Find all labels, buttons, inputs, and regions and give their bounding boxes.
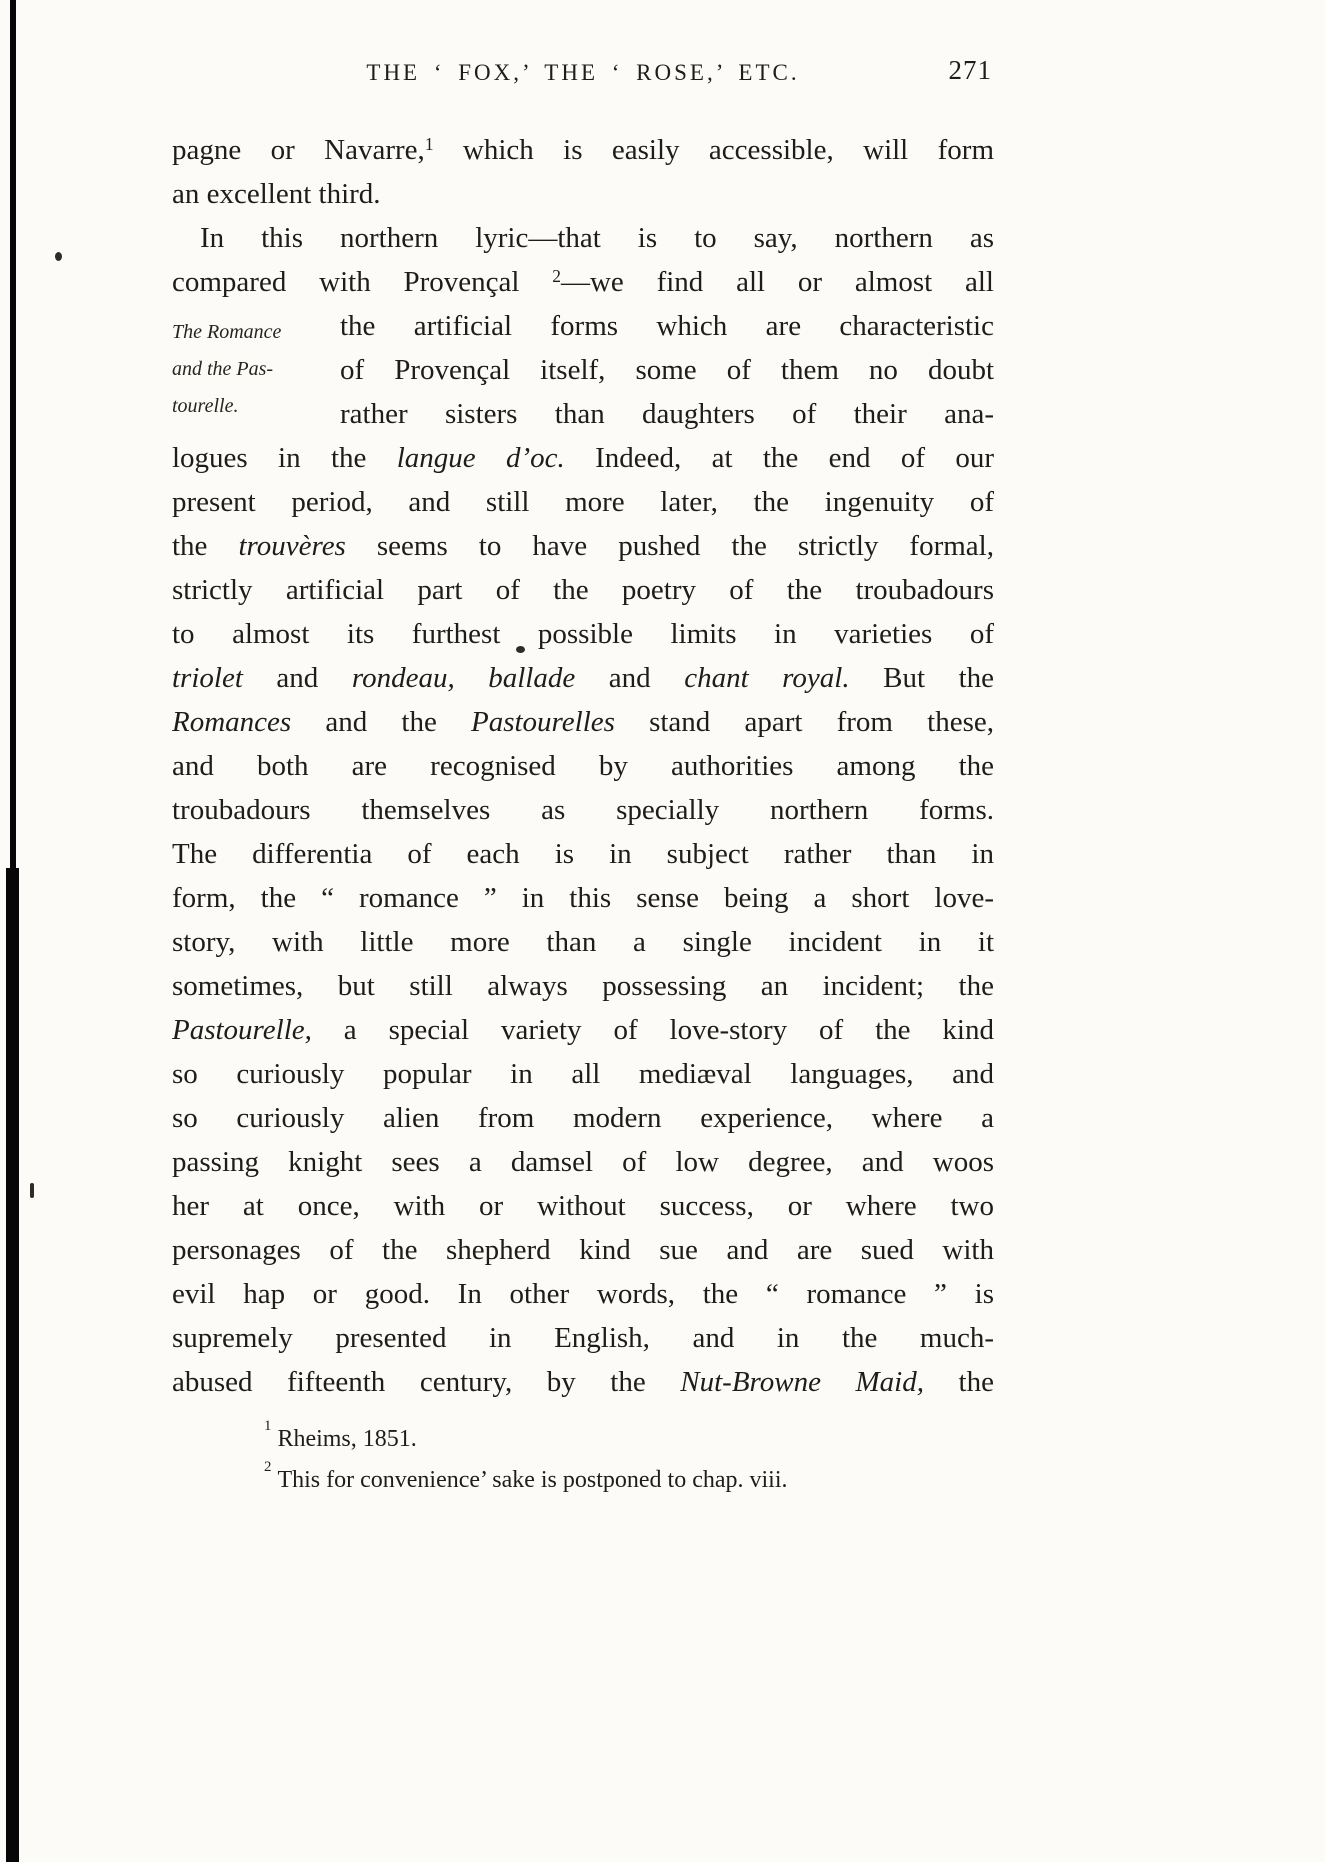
text-line	[172, 1052, 994, 1096]
sidenote-line: tourelle.	[172, 395, 239, 417]
text-line	[172, 568, 994, 612]
text-line	[172, 1184, 994, 1228]
text-segment: personages of the shepherd kind sue and are sued with	[172, 1234, 994, 1266]
text-line	[172, 700, 994, 744]
text-lines	[172, 128, 994, 1404]
footnote-text: This for convenience’ sake is postponed to chap. viii.	[277, 1467, 788, 1493]
text-line	[340, 304, 994, 348]
text-segment: to almost its furthest possible limits in varieties of	[172, 618, 994, 650]
footnote-ref: 1	[424, 134, 434, 155]
italic-text: trouvères	[238, 530, 346, 562]
text-segment: evil hap or good. In other words, the “ romance ” is	[172, 1278, 994, 1310]
text-segment: compared with Provençal	[172, 266, 553, 298]
text-line	[172, 744, 994, 788]
running-title: THE ‘ FOX,’ THE ‘ ROSE,’ ETC.	[366, 60, 800, 85]
scan-speck	[30, 1183, 34, 1198]
text-line	[172, 1008, 994, 1052]
text-segment: a special variety of love-story of the kind	[311, 1014, 994, 1046]
italic-text: langue d’oc.	[396, 442, 565, 474]
footnotes	[172, 1416, 994, 1498]
text-line	[172, 832, 994, 876]
text-segment: her at once, with or without success, or where two	[172, 1190, 994, 1222]
footnote-ref: 2	[552, 266, 561, 287]
text-line	[172, 1272, 994, 1316]
text-segment: the	[172, 530, 239, 562]
text-segment: In this northern lyric—that is to say, northern as	[200, 222, 994, 254]
text-segment: seems to have pushed the strictly formal,	[345, 530, 994, 562]
text-segment: form, the “ romance ” in this sense being a short love-	[172, 882, 994, 914]
text-segment: The differentia of each is in subject rather than in	[172, 838, 994, 870]
text-segment: present period, and still more later, the ingenuity of	[172, 486, 994, 518]
text-segment: the	[924, 1366, 994, 1398]
text-segment: rather sisters than daughters of their ana-	[340, 398, 994, 430]
text-segment: of Provençal itself, some of them no doubt	[340, 354, 994, 386]
text-line	[172, 480, 994, 524]
text-line	[172, 172, 994, 216]
text-line	[172, 1140, 994, 1184]
text-segment: pagne or Navarre,	[172, 134, 425, 166]
italic-text: Pastourelles	[471, 706, 615, 738]
sidenote-line: The Romance	[172, 321, 282, 343]
sidenote-line: and the Pas-	[172, 358, 274, 380]
text-line	[172, 1228, 994, 1272]
text-segment: supremely presented in English, and in the much-	[172, 1322, 994, 1354]
text-segment: so curiously popular in all mediæval languages, and	[172, 1058, 994, 1090]
text-segment: and	[242, 662, 352, 694]
text-segment: and both are recognised by authorities among the	[172, 750, 994, 782]
text-segment: sometimes, but still always possessing an incident; the	[172, 970, 994, 1002]
text-line	[172, 920, 994, 964]
text-line	[172, 436, 994, 480]
italic-text: Nut-Browne Maid,	[680, 1366, 924, 1398]
text-line	[172, 788, 994, 832]
text-segment: strictly artificial part of the poetry of the troubadours	[172, 574, 994, 606]
footnote-text: Rheims, 1851.	[277, 1426, 417, 1452]
text-segment: abused fifteenth century, by the	[172, 1366, 681, 1398]
page-number: 271	[948, 55, 992, 85]
footnote-marker: 1	[264, 1418, 272, 1435]
text-segment: the artificial forms which are characteristic	[340, 310, 994, 342]
text-line	[172, 1316, 994, 1360]
text-segment: Indeed, at the end of our	[564, 442, 994, 474]
text-segment: troubadours themselves as specially northern forms.	[172, 794, 994, 826]
text-line	[172, 964, 994, 1008]
text-segment: stand apart from these,	[614, 706, 994, 738]
text-line	[172, 216, 994, 260]
italic-text: Pastourelle,	[172, 1014, 312, 1046]
footnote-item	[264, 1416, 994, 1457]
page-header	[172, 55, 994, 92]
text-line	[340, 392, 994, 436]
text-segment: story, with little more than a single incident in it	[172, 926, 994, 958]
footnote-marker: 2	[264, 1459, 272, 1476]
text-segment: so curiously alien from modern experience, where a	[172, 1102, 994, 1134]
text-line	[172, 128, 994, 172]
scan-speck	[55, 252, 62, 261]
text-segment: passing knight sees a damsel of low degree, and woos	[172, 1146, 994, 1178]
text-line	[172, 876, 994, 920]
text-segment: an excellent third.	[172, 178, 381, 210]
italic-text: triolet	[172, 662, 243, 694]
binding-edge	[10, 0, 16, 1862]
text-line	[172, 260, 994, 304]
text-line	[340, 348, 994, 392]
text-segment: But the	[849, 662, 994, 694]
text-line	[172, 1360, 994, 1404]
text-segment: and	[575, 662, 685, 694]
text-line	[172, 524, 994, 568]
text-line	[172, 656, 994, 700]
text-line	[172, 1096, 994, 1140]
text-segment: which is easily accessible, will form	[433, 134, 994, 166]
italic-text: rondeau, ballade	[351, 662, 576, 694]
text-segment: logues in the	[172, 442, 397, 474]
footnote-item	[264, 1457, 994, 1498]
italic-text: chant royal.	[684, 662, 850, 694]
text-line	[172, 612, 994, 656]
italic-text: Romances	[172, 706, 292, 738]
text-segment: —we find all or almost all	[560, 266, 994, 298]
text-segment: and the	[291, 706, 471, 738]
